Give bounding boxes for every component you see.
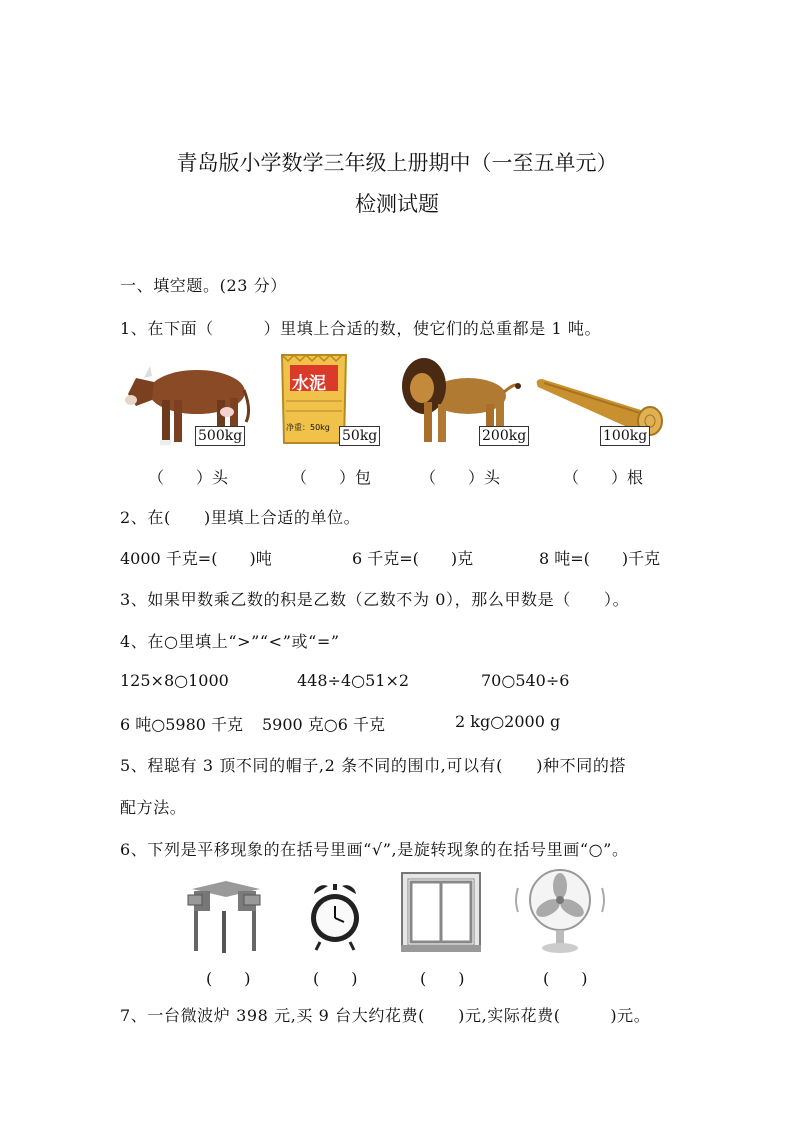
answer-blank[interactable]: （ ）根: [563, 468, 644, 487]
question-1: 1、在下面（ ）里填上合适的数，使它们的总重都是 1 吨。: [120, 319, 602, 338]
page-subtitle: 检测试题: [355, 192, 439, 216]
q4-item[interactable]: 70○540÷6: [481, 671, 570, 690]
q4-item[interactable]: 2 kg○2000 g: [455, 712, 561, 731]
sliding-window-icon: [401, 872, 481, 952]
q2-item-a[interactable]: 4000 千克=( )吨: [120, 549, 272, 568]
q2-item-b[interactable]: 6 千克=( )克: [352, 549, 474, 568]
question-4: 4、在○里填上“>”“<”或“=”: [120, 632, 340, 651]
weight-label: 200kg: [479, 426, 529, 446]
page-title: 青岛版小学数学三年级上册期中（一至五单元）: [176, 151, 618, 175]
q4-item[interactable]: 125×8○1000: [120, 671, 229, 690]
answer-blank[interactable]: ( ): [313, 969, 358, 988]
q4-item[interactable]: 448÷4○51×2: [297, 671, 410, 690]
answer-blank[interactable]: ( ): [543, 969, 588, 988]
weight-label: 500kg: [195, 426, 245, 446]
question-5-cont: 配方法。: [120, 798, 187, 817]
alarm-clock-icon: [308, 880, 362, 952]
question-6: 6、下列是平移现象的在括号里画“√”,是旋转现象的在括号里画“○”。: [120, 840, 629, 859]
answer-blank[interactable]: ( ): [420, 969, 465, 988]
weight-label: 100kg: [600, 426, 650, 446]
question-5: 5、程聪有 3 顶不同的帽子,2 条不同的围巾,可以有( )种不同的搭: [120, 756, 627, 775]
section-heading: 一、填空题。(23 分）: [120, 276, 287, 295]
electric-fan-icon: [512, 866, 608, 954]
answer-blank[interactable]: （ ）头: [420, 468, 501, 487]
answer-blank[interactable]: （ ）包: [291, 468, 372, 487]
question-2: 2、在( )里填上合适的单位。: [120, 508, 361, 527]
question-7: 7、一台微波炉 398 元,买 9 台大约花费( )元,实际花费( )元。: [120, 1006, 651, 1025]
q4-item[interactable]: 5900 克○6 千克: [262, 715, 386, 734]
desk-drawer-icon: [186, 875, 266, 955]
bag-text: 水泥: [292, 374, 326, 394]
bag-net-weight: 净重：50kg: [286, 423, 330, 432]
weight-label: 50kg: [339, 426, 380, 446]
q2-item-c[interactable]: 8 吨=( )千克: [539, 549, 661, 568]
q4-item[interactable]: 6 吨○5980 千克: [120, 715, 244, 734]
answer-blank[interactable]: （ ）头: [148, 468, 229, 487]
answer-blank[interactable]: ( ): [206, 969, 251, 988]
question-3: 3、如果甲数乘乙数的积是乙数（乙数不为 0），那么甲数是（ ）。: [120, 590, 630, 609]
